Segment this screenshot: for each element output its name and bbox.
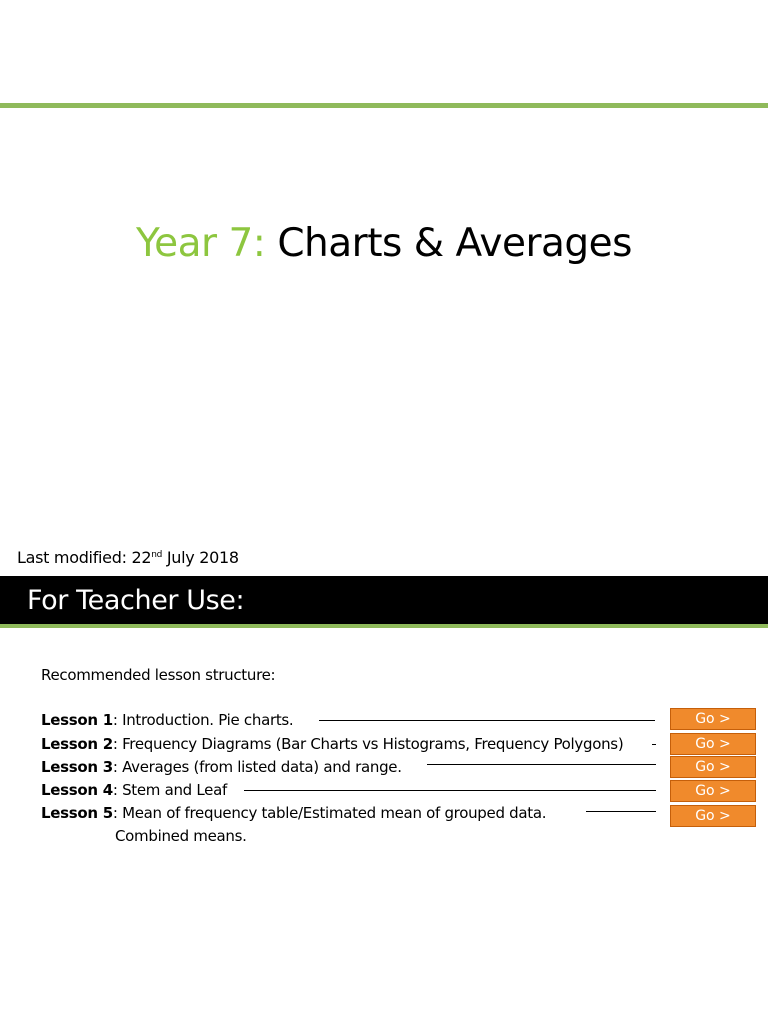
lesson-1-row	[41, 709, 293, 731]
lesson-3-leader-line	[427, 764, 656, 765]
teacher-banner-divider	[0, 624, 768, 628]
lesson-5-name: Lesson 5	[41, 804, 113, 822]
lesson-5-continuation: Combined means.	[115, 827, 247, 845]
title-year: Year 7:	[136, 221, 266, 266]
lesson-4-leader-line	[244, 790, 656, 791]
lesson-2-row	[41, 733, 623, 755]
lesson-3-text: : Averages (from listed data) and range.	[112, 758, 402, 776]
teacher-use-banner	[0, 576, 768, 624]
lesson-4-row	[41, 779, 227, 801]
lesson-5-row	[41, 802, 546, 824]
lesson-5-go-button[interactable]: Go >	[670, 805, 756, 827]
last-modified-ordinal: nd	[151, 550, 163, 560]
last-modified	[17, 547, 239, 569]
last-modified-date: July 2018	[162, 548, 239, 567]
lesson-4-go-button[interactable]: Go >	[670, 780, 756, 802]
lesson-3-row	[41, 756, 402, 778]
lesson-2-text: : Frequency Diagrams (Bar Charts vs Histograms, Frequency Polygons)	[112, 735, 624, 753]
top-divider	[0, 103, 768, 108]
teacher-use-label: For Teacher Use:	[27, 585, 245, 616]
lesson-5-text: : Mean of frequency table/Estimated mean of grouped data.	[112, 804, 547, 822]
lesson-3-name: Lesson 3	[41, 758, 113, 776]
lesson-4-name: Lesson 4	[41, 781, 113, 799]
lesson-1-text: : Introduction. Pie charts.	[112, 711, 294, 729]
lesson-2-leader-line	[652, 744, 656, 745]
lesson-5-leader-line	[586, 811, 656, 812]
title-topic: Charts & Averages	[265, 221, 632, 266]
lesson-4-text: : Stem and Leaf	[112, 781, 227, 799]
lesson-2-go-button[interactable]: Go >	[670, 733, 756, 755]
lesson-structure-heading: Recommended lesson structure:	[41, 666, 276, 684]
page-title	[0, 218, 768, 270]
lesson-1-leader-line	[319, 720, 655, 721]
lesson-1-name: Lesson 1	[41, 711, 113, 729]
lesson-1-go-button[interactable]: Go >	[670, 708, 756, 730]
lesson-2-name: Lesson 2	[41, 735, 113, 753]
lesson-3-go-button[interactable]: Go >	[670, 756, 756, 778]
last-modified-prefix: Last modified: 22	[17, 548, 152, 567]
